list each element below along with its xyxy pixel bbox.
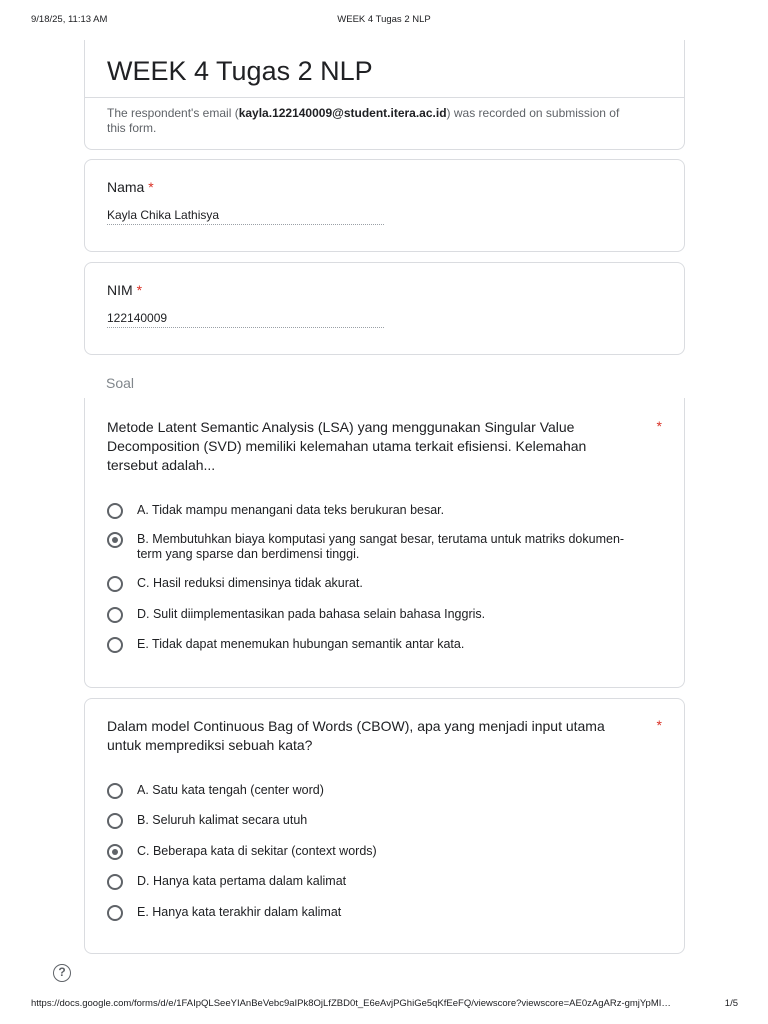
form-title: WEEK 4 Tugas 2 NLP bbox=[107, 56, 373, 86]
radio-button-selected[interactable] bbox=[107, 532, 123, 548]
option-label: A. Satu kata tengah (center word) bbox=[137, 783, 324, 797]
respondent-email-note bbox=[107, 106, 627, 136]
option-label: C. Beberapa kata di sekitar (context words) bbox=[137, 844, 377, 858]
print-url: https://docs.google.com/forms/d/e/1FAIpQLSeeYIAnBeVebc9aIPk8OjLfZBD0t_E6eAvjPGhiGe5qKfEeFQ/viewscore?viewscore=AE0zAgARz-gmjYpMI… bbox=[31, 998, 671, 1009]
email-note-suffix: ) was recorded on submission of this form. bbox=[107, 106, 620, 135]
required-mark: * bbox=[148, 179, 154, 195]
required-mark: * bbox=[136, 282, 143, 298]
help-circle-icon[interactable]: ? bbox=[53, 964, 71, 982]
question-card-1 bbox=[84, 398, 685, 688]
option-label: B. Seluruh kalimat secara utuh bbox=[137, 813, 308, 827]
field-label-text: Nama bbox=[107, 179, 145, 195]
print-datetime: 9/18/25, 11:13 AM bbox=[31, 14, 108, 25]
required-mark: * bbox=[656, 717, 662, 733]
option-label: E. Tidak dapat menemukan hubungan semantik antar kata. bbox=[137, 637, 465, 651]
field-card-nama bbox=[84, 159, 685, 252]
question-card-2 bbox=[84, 698, 685, 954]
print-header bbox=[0, 14, 768, 28]
section-title: Soal bbox=[106, 375, 135, 391]
nim-answer[interactable]: 122140009 bbox=[107, 311, 384, 328]
name-answer[interactable]: Kayla Chika Lathisya bbox=[107, 208, 384, 225]
question-text: Dalam model Continuous Bag of Words (CBOW), apa yang menjadi input utama untuk memprediksi sebuah kata? bbox=[107, 718, 605, 753]
divider bbox=[85, 97, 684, 98]
print-page-title: WEEK 4 Tugas 2 NLP bbox=[337, 14, 431, 25]
option-label: C. Hasil reduksi dimensinya tidak akurat. bbox=[137, 576, 363, 590]
option-label: E. Hanya kata terakhir dalam kalimat bbox=[137, 905, 342, 919]
radio-button[interactable] bbox=[107, 503, 123, 519]
email-note-prefix: The respondent's email ( bbox=[107, 106, 239, 120]
form-title-card bbox=[84, 40, 685, 150]
print-footer bbox=[0, 998, 768, 1012]
radio-button[interactable] bbox=[107, 607, 123, 623]
radio-button[interactable] bbox=[107, 813, 123, 829]
field-card-nim bbox=[84, 262, 685, 355]
radio-button[interactable] bbox=[107, 783, 123, 799]
field-label-nim bbox=[107, 282, 142, 298]
question-text: Metode Latent Semantic Analysis (LSA) yang menggunakan Singular Value Decomposition (SVD) memiliki kelemahan utama terkait efisiensi. Kelemahan tersebut adalah... bbox=[107, 419, 587, 473]
radio-button[interactable] bbox=[107, 905, 123, 921]
radio-button[interactable] bbox=[107, 576, 123, 592]
required-mark: * bbox=[656, 418, 662, 434]
radio-button-selected[interactable] bbox=[107, 844, 123, 860]
field-label-nama bbox=[107, 179, 154, 195]
option-label: B. Membutuhkan biaya komputasi yang sangat besar, terutama untuk matriks dokumen-term yang sparse dan berdimensi tinggi. bbox=[137, 532, 625, 561]
radio-button[interactable] bbox=[107, 874, 123, 890]
field-label-text: NIM bbox=[107, 282, 133, 298]
radio-button[interactable] bbox=[107, 637, 123, 653]
option-label: D. Hanya kata pertama dalam kalimat bbox=[137, 874, 347, 888]
respondent-email: kayla.122140009@student.itera.ac.id bbox=[238, 106, 447, 120]
page-number: 1/5 bbox=[724, 998, 738, 1009]
option-label: D. Sulit diimplementasikan pada bahasa selain bahasa Inggris. bbox=[137, 607, 486, 621]
option-label: A. Tidak mampu menangani data teks berukuran besar. bbox=[137, 503, 445, 517]
